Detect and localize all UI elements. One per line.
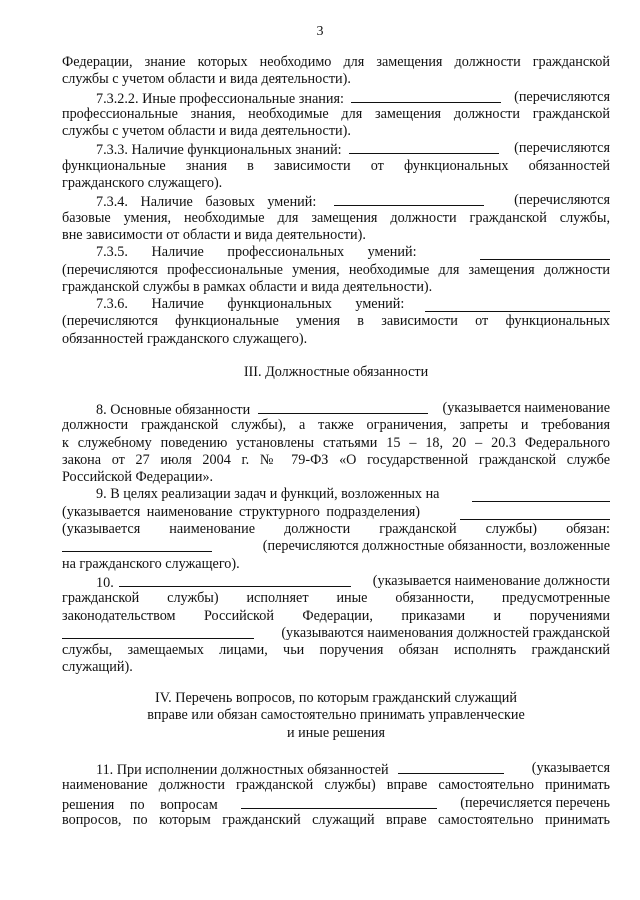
fill-blank <box>460 506 610 520</box>
text-line: (указывается наименование структурного подразделения) <box>62 504 610 521</box>
text-line: (перечисляются функциональные умения в зависимости от функциональных <box>62 313 610 330</box>
text-line: службы с учетом области и вида деятельности). <box>62 123 351 140</box>
fill-blank <box>119 573 351 587</box>
text-line: гражданской службы в рамках области и вида деятельности). <box>62 278 433 295</box>
text-line: 8. Основные обязанности (указывается наименование <box>96 400 610 418</box>
text-line: закона от 27 июля 2004 г. № 79-ФЗ «О государственной гражданской службе <box>62 451 610 468</box>
text-line: вопросов, по которым гражданский служащий вправе самостоятельно принимать <box>62 811 610 828</box>
text-line: 7.3.3. Наличие функциональных знаний: (перечисляются <box>96 140 610 159</box>
fill-blank <box>351 89 501 103</box>
text-line: к служебному поведению установлены статьями 15 – 18, 20 – 20.3 Федерального <box>62 434 610 451</box>
page-number: 3 <box>316 24 324 39</box>
fill-blank <box>425 298 610 312</box>
text-line: гражданского служащего). <box>62 175 223 192</box>
text-line: законодательством Российской Федерации, приказами и поручениями <box>62 607 610 624</box>
text-line: служащий). <box>62 659 133 676</box>
text-line: 10. (указывается наименование должности <box>96 572 610 591</box>
text-line: вне зависимости от области и вида деятельности). <box>62 226 366 243</box>
text-line: решения по вопросам (перечисляется перечень <box>62 794 610 813</box>
text-line: 7.3.2.2. Иные профессиональные знания: (перечисляются <box>96 88 610 107</box>
fill-blank <box>62 538 212 552</box>
text-line: 7.3.5. Наличие профессиональных умений: <box>62 244 610 261</box>
fill-blank <box>241 795 437 809</box>
text-line: обязанностей гражданского служащего). <box>62 330 308 347</box>
text-line: наименование должности гражданской службы) вправе самостоятельно принимать <box>62 777 610 794</box>
section-knowledge-skills <box>62 54 610 348</box>
fill-blank <box>398 760 504 774</box>
title-line: вправе или обязан самостоятельно принимать управленческие <box>147 707 525 724</box>
fill-blank <box>349 140 499 154</box>
text-line: базовые умения, необходимые для замещения должности гражданской службы, <box>62 209 610 226</box>
text-line: 7.3.4. Наличие базовых умений: (перечисляются <box>96 192 610 211</box>
text-line: Российской Федерации». <box>62 469 214 486</box>
text-line: Федерации, знание которых необходимо для замещения должности гражданской <box>62 54 610 70</box>
section-4-title <box>62 690 610 742</box>
text-line: службы с учетом области и вида деятельности). <box>62 71 351 88</box>
text-line: (указывается наименование должности гражданской службы) обязан: <box>62 521 610 538</box>
text-line: функциональные знания в зависимости от функциональных обязанностей <box>62 157 610 174</box>
text-line: службы, замещаемых лицами, чьи поручения обязан исполнять гражданский <box>62 642 610 659</box>
fill-blank <box>62 625 254 639</box>
text-line: (перечисляются профессиональные умения, необходимые для замещения должности <box>62 261 610 278</box>
section-decisions <box>62 760 610 829</box>
title-line: и иные решения <box>286 724 386 741</box>
text-line: 9. В целях реализации задач и функций, возложенных на <box>62 486 610 503</box>
fill-blank <box>334 192 484 206</box>
title-line: IV. Перечень вопросов, по которым гражданский служащий <box>155 690 517 706</box>
section-duties <box>62 400 610 677</box>
fill-blank <box>258 400 428 414</box>
fill-blank <box>480 246 610 260</box>
text-line: (указываются наименования должностей гражданской <box>62 625 610 642</box>
text-line: профессиональные знания, необходимые для замещения должности гражданской <box>62 105 610 122</box>
text-line: 11. При исполнении должностных обязанностей (указывается <box>96 760 610 778</box>
text-line: (перечисляются должностные обязанности, возложенные <box>62 538 610 555</box>
fill-blank <box>472 488 610 502</box>
text-line: 7.3.6. Наличие функциональных умений: <box>62 296 610 313</box>
text-line: гражданской службы) исполняет иные обязанности, предусмотренные <box>62 590 610 607</box>
text-line: на гражданского служащего). <box>62 555 240 572</box>
section-3-title: III. Должностные обязанности <box>243 364 429 380</box>
text-line: должности гражданской службы), а также ограничения, запреты и требования <box>62 417 610 434</box>
